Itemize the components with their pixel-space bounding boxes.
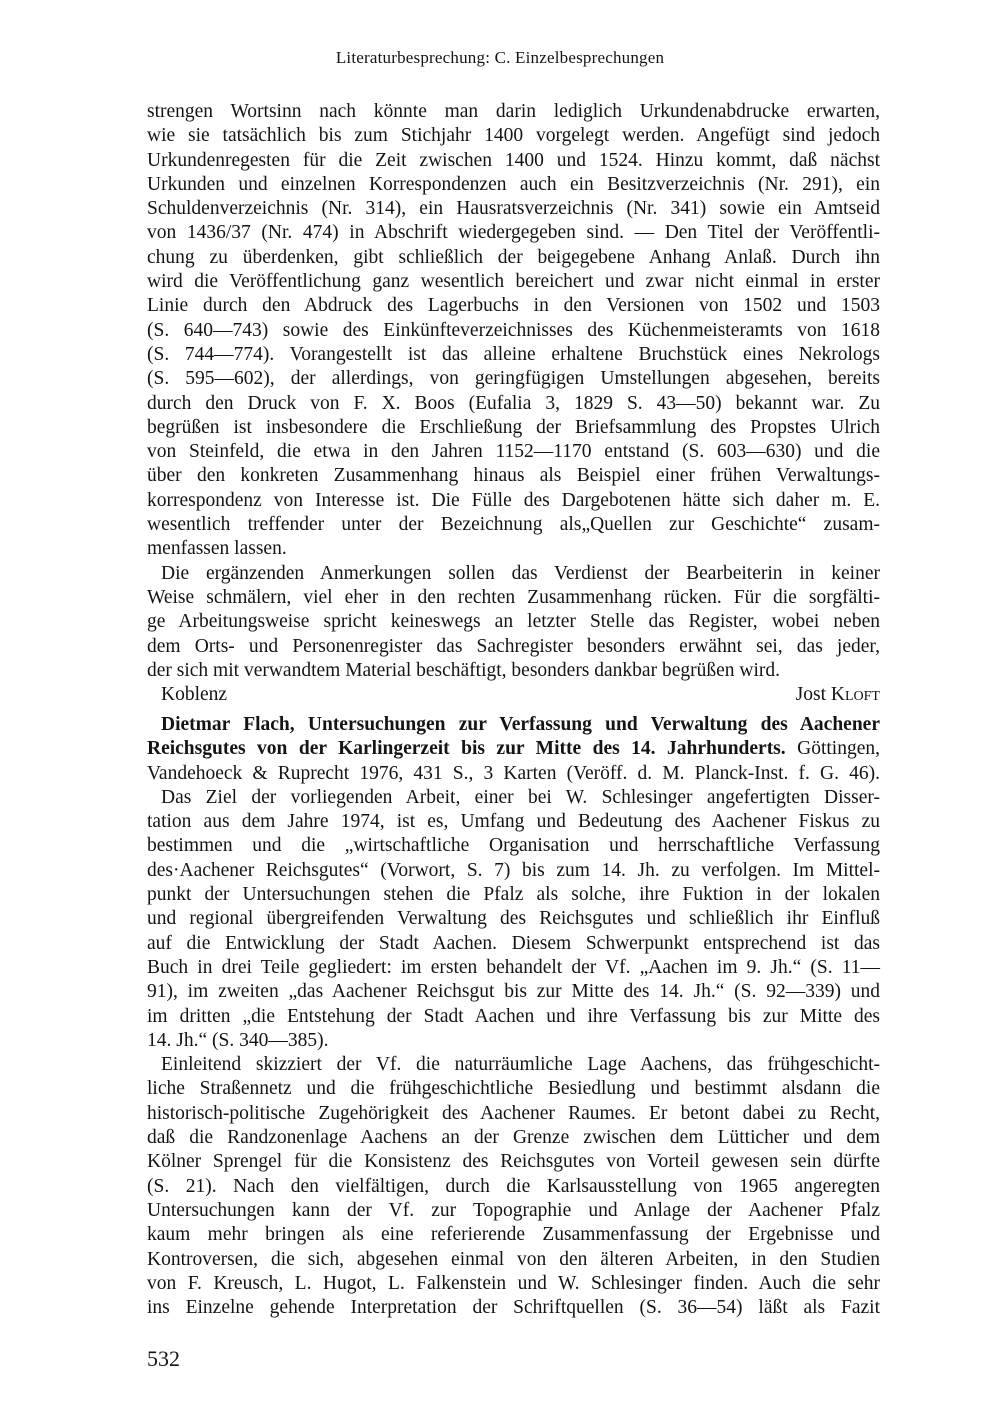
text-line: wird die Veröffentlichung ganz wesentlich bereichert und zwar nicht einmal in erster [147,271,880,293]
text-line: (S. 640—743) sowie des Einkünfteverzeichnisses des Küchenmeisteramts von 1618 [147,319,880,341]
text-line: 14. Jh.“ (S. 340—385). [147,1029,329,1051]
review2-paragraph-2 [147,1053,880,1320]
text-line: der sich mit verwandtem Material beschäftigt, besonders dankbar begrüßen wird. [147,659,780,681]
text-line: von 1436/37 (Nr. 474) in Abschrift wiedergegeben sind. — Den Titel der Veröffentli- [147,222,880,244]
text-line: Die ergänzenden Anmerkungen sollen das Verdienst der Bearbeiterin in keiner [161,562,880,584]
text-line: Urkundenregesten für die Zeit zwischen 1400 und 1524. Hinzu kommt, daß nächst [147,149,880,171]
review2-title-bold: Reichsgutes von der Karlingerzeit bis zur Mitte des 14. Jahrhunderts. [147,738,786,760]
text-line: korrespondenz von Interesse ist. Die Fülle des Dargebotenen hätte sich daher m. E. [147,489,880,511]
text-line: punkt der Untersuchungen stehen die Pfalz als solche, ihre Fuktion in der lokalen [147,884,880,906]
review2-heading [147,713,880,786]
text-line: wesentlich treffender unter der Bezeichnung als„Quellen zur Geschichte“ zusam- [147,514,880,536]
text-line: ins Einzelne gehende Interpretation der Schriftquellen (S. 36—54) läßt als Fazit [147,1297,880,1319]
text-line: liche Straßennetz und die frühgeschichtliche Besiedlung und bestimmt alsdann die [147,1078,880,1100]
review1-paragraph-2 [147,562,880,683]
review2-publisher-place: Göttingen, [785,738,880,760]
review1-signature [147,683,880,707]
text-line: Buch in drei Teile gegliedert: im ersten behandelt der Vf. „Aachen im 9. Jh.“ (S. 11— [147,956,880,978]
text-line: Untersuchungen kann der Vf. zur Topographie und Anlage der Aachener Pfalz [147,1199,880,1221]
text-line: begrüßen ist insbesondere die Erschließung der Briefsammlung des Propstes Ulrich [147,416,880,438]
text-line: ge Arbeitungsweise spricht keineswegs an letzter Stelle das Register, wobei neben [147,611,880,633]
review2-paragraph-1 [147,786,880,1053]
review-place: Koblenz [161,684,228,706]
text-line: dem Orts- und Personenregister das Sachregister besonders erwähnt sei, das jeder, [147,635,880,657]
text-line: Schuldenverzeichnis (Nr. 314), ein Hausratsverzeichnis (Nr. 341) sowie ein Amtseid [147,198,880,220]
text-line: tation aus dem Jahre 1974, ist es, Umfang und Bedeutung des Aachener Fiskus zu [147,811,880,833]
text-line: Kontroversen, die sich, abgesehen einmal von den älteren Arbeiten, in den Studien [147,1248,880,1270]
text-line: chung zu überdenken, gibt schließlich der beigegebene Anhang Anlaß. Durch ihn [147,246,880,268]
text-line: (S. 744—774). Vorangestellt ist das alleine erhaltene Bruchstück eines Nekrologs [147,343,880,365]
text-line: im dritten „die Entstehung der Stadt Aachen und ihre Verfassung bis zur Mitte des [147,1005,880,1027]
running-head: Literaturbesprechung: C. Einzelbesprechungen [335,48,665,67]
text-line: 91), im zweiten „das Aachener Reichsgut bis zur Mitte des 14. Jh.“ (S. 92—339) und [147,981,880,1003]
text-line: daß die Randzonenlage Aachens an der Grenze zwischen dem Lütticher und dem [147,1127,880,1149]
text-line: über den konkreten Zusammenhang hinaus als Beispiel einer frühen Verwaltungs- [147,465,880,487]
review2-publication-line: Vandehoeck & Ruprecht 1976, 431 S., 3 Karten (Veröff. d. M. Planck-Inst. f. G. 46). [147,762,880,784]
review2-title-line: Dietmar Flach, Untersuchungen zur Verfassung und Verwaltung des Aachener [161,714,880,735]
reviewer-first-name: Jost [795,684,827,706]
reviewer-name [796,683,880,707]
review-2 [147,713,880,1320]
review-continuation [147,100,880,707]
text-line: kaum mehr bringen als eine referierende Zusammenfassung der Ergebnisse und [147,1224,880,1246]
text-line: historisch-politische Zugehörigkeit des Aachener Raumes. Er betont dabei zu Recht, [147,1102,880,1124]
reviewer-last-name: Kloft [830,684,880,706]
text-line: von Steinfeld, die etwa in den Jahren 1152—1170 entstand (S. 603—630) und die [147,441,880,463]
text-line: auf die Entwicklung der Stadt Aachen. Diesem Schwerpunkt entsprechend ist das [147,932,880,954]
text-line: Urkunden und einzelnen Korrespondenzen auch ein Besitzverzeichnis (Nr. 291), ein [147,173,880,195]
review1-paragraph-1 [147,100,880,562]
text-line: des·Aachener Reichsgutes“ (Vorwort, S. 7) bis zum 14. Jh. zu verfolgen. Im Mittel- [147,859,880,881]
text-line: (S. 21). Nach den vielfältigen, durch die Karlsausstellung von 1965 angeregten [147,1175,880,1197]
text-line: durch den Druck von F. X. Boos (Eufalia 3, 1829 S. 43—50) bekannt war. Zu [147,392,880,414]
text-line: wie sie tatsächlich bis zum Stichjahr 1400 vorgelegt werden. Angefügt sind jedoch [147,125,880,147]
text-line: Das Ziel der vorliegenden Arbeit, einer bei W. Schlesinger angefertigten Disser- [161,786,880,808]
text-line: Einleitend skizziert der Vf. die naturräumliche Lage Aachens, das frühgeschicht- [161,1054,880,1076]
text-line: und regional übergreifenden Verwaltung des Reichsgutes und schließlich ihr Einfluß [147,908,880,930]
text-line: bestimmen und die „wirtschaftliche Organisation und herrschaftliche Verfassung [147,835,880,857]
text-line: Kölner Sprengel für die Konsistenz des Reichsgutes von Vorteil gewesen sein dürfte [147,1151,880,1173]
text-line: menfassen lassen. [147,538,287,560]
text-line: Linie durch den Abdruck des Lagerbuchs in den Versionen von 1502 und 1503 [147,295,880,317]
review2-title-line [147,737,880,761]
page-number: 532 [147,1346,180,1371]
text-line: (S. 595—602), der allerdings, von geringfügigen Umstellungen abgesehen, bereits [147,368,880,390]
text-line: von F. Kreusch, L. Hugot, L. Falkenstein und W. Schlesinger finden. Auch die sehr [147,1272,880,1294]
text-line: Weise schmälern, viel eher in den rechten Zusammenhang rücken. Für die sorgfälti- [147,586,880,608]
text-line: strengen Wortsinn nach könnte man darin lediglich Urkundenabdrucke erwarten, [147,101,880,122]
